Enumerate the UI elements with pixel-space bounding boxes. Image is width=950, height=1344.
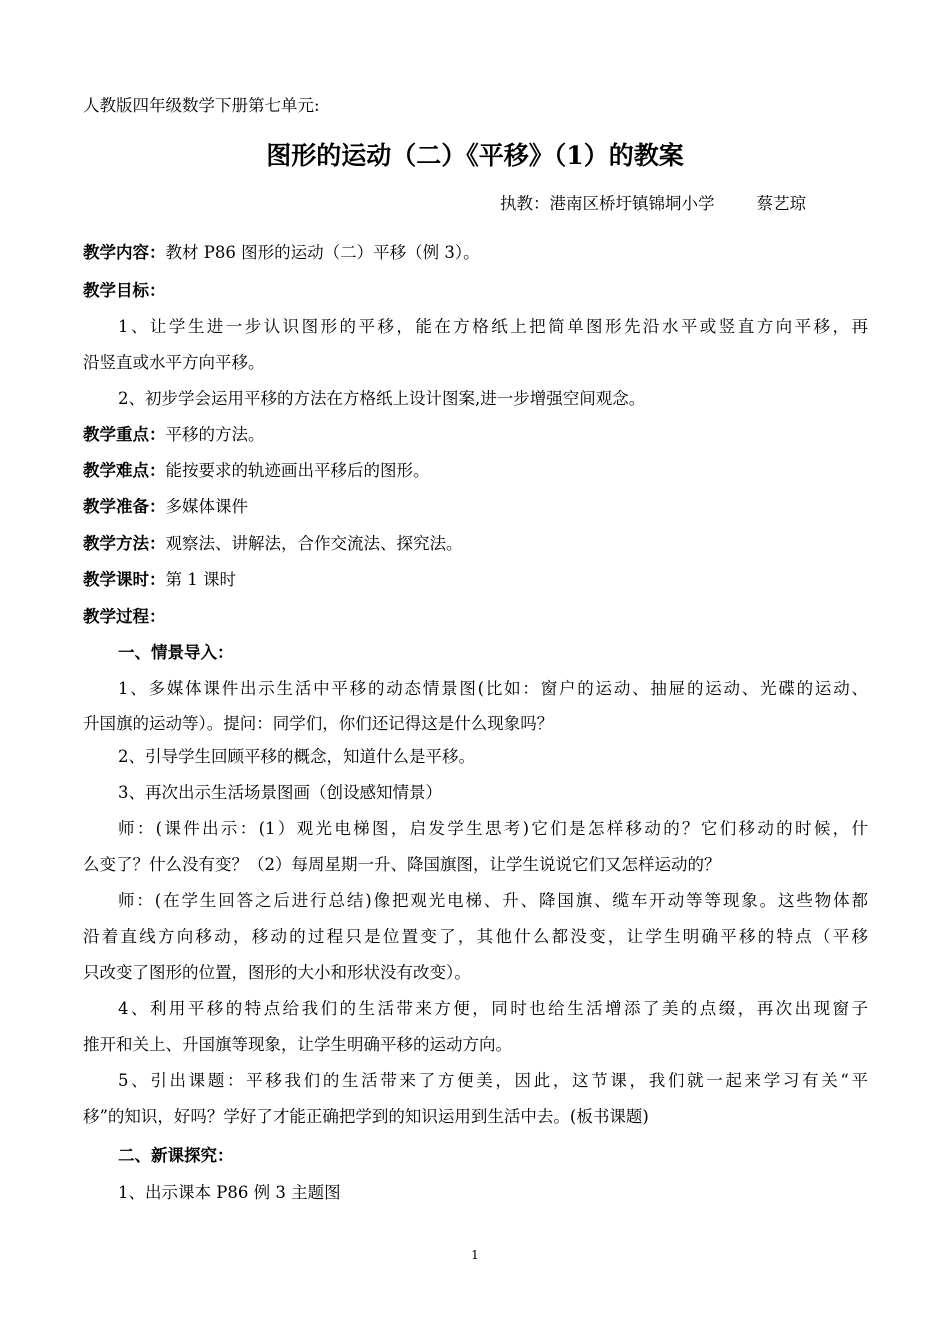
difficulty-row <box>83 460 430 482</box>
s2-p1: 1、出示课本 P86 例 3 主题图 <box>118 1183 341 1202</box>
s1-p3: 3、再次出示生活场景图画（创设感知情景） <box>118 783 442 802</box>
s1-p4-line-1: 师：(课件出示：(1）观光电梯图，启发学生思考)它们是怎样移动的？它们移动的时候，什 <box>118 819 868 838</box>
s1-p6-line-2: 推开和关上、升国旗等现象，让学生明确平移的运动方向。 <box>83 1035 512 1054</box>
period-label: 教学课时： <box>83 570 166 589</box>
s1-p2: 2、引导学生回顾平移的概念，知道什么是平移。 <box>118 747 475 766</box>
s1-p6-line-1: 4、利用平移的特点给我们的生活带来方便，同时也给生活增添了美的点缀，再次出现窗子 <box>118 999 868 1018</box>
key-row <box>83 424 265 446</box>
section-2-heading: 二、新课探究： <box>118 1146 234 1165</box>
s1-p1-line-2: 升国旗的运动等）。提问：同学们，你们还记得这是什么现象吗？ <box>83 714 554 733</box>
key-label: 教学重点： <box>83 425 166 444</box>
key-value: 平移的方法。 <box>165 425 265 444</box>
method-row <box>83 533 463 555</box>
s1-p1-line-1: 1、多媒体课件出示生活中平移的动态情景图(比如：窗户的运动、抽屉的运动、光碟的运动、 <box>118 679 868 698</box>
content-value: 教材 P86 图形的运动（二）平移（例 3）。 <box>165 243 480 262</box>
period-value: 第 1 课时 <box>165 570 236 589</box>
s1-p5-line-1: 师：(在学生回答之后进行总结)像把观光电梯、升、降国旗、缆车开动等等现象。这些物体都 <box>118 891 868 910</box>
goals-label: 教学目标： <box>83 281 166 300</box>
content-label: 教学内容： <box>83 243 166 262</box>
teacher-label: 执教：港南区桥圩镇锦垌小学 <box>500 194 715 213</box>
goal-2: 2、初步学会运用平移的方法在方格纸上设计图案,进一步增强空间观念。 <box>118 389 646 408</box>
series-line: 人教版四年级数学下册第七单元: <box>83 96 320 115</box>
section-1-heading: 一、情景导入： <box>118 643 234 662</box>
document-title: 图形的运动（二）《平移》（1）的教案 <box>266 141 684 170</box>
process-label: 教学过程： <box>83 607 166 626</box>
period-row <box>83 569 236 591</box>
s1-p5-line-2: 沿着直线方向移动，移动的过程只是位置变了，其他什么都没变，让学生明确平移的特点（平移 <box>83 927 868 946</box>
teacher-name: 蔡艺琼 <box>756 194 806 213</box>
goal-1-line-1: 1、让学生进一步认识图形的平移，能在方格纸上把简单图形先沿水平或竖直方向平移，再 <box>118 317 868 336</box>
method-label: 教学方法： <box>83 534 166 553</box>
content-row <box>83 242 480 264</box>
difficulty-value: 能按要求的轨迹画出平移后的图形。 <box>165 461 430 480</box>
s1-p4-line-2: 么变了？什么没有变？（2）每周星期一升、降国旗图，让学生说说它们又怎样运动的？ <box>83 855 721 874</box>
difficulty-label: 教学难点： <box>83 461 166 480</box>
s1-p5-line-3: 只改变了图形的位置，图形的大小和形状没有改变）。 <box>83 963 471 982</box>
prep-value: 多媒体课件 <box>165 497 248 516</box>
s1-p7-line-2: 移”的知识，好吗？学好了才能正确把学到的知识运用到生活中去。(板书课题) <box>83 1107 649 1126</box>
page-number: 1 <box>471 1248 479 1262</box>
teacher-info <box>500 193 806 215</box>
method-value: 观察法、讲解法，合作交流法、探究法。 <box>165 534 463 553</box>
prep-label: 教学准备： <box>83 497 166 516</box>
goal-1-line-2: 沿竖直或水平方向平移。 <box>83 353 265 372</box>
prep-row <box>83 496 248 518</box>
s1-p7-line-1: 5、引出课题：平移我们的生活带来了方便美，因此，这节课，我们就一起来学习有关“平 <box>118 1071 868 1090</box>
